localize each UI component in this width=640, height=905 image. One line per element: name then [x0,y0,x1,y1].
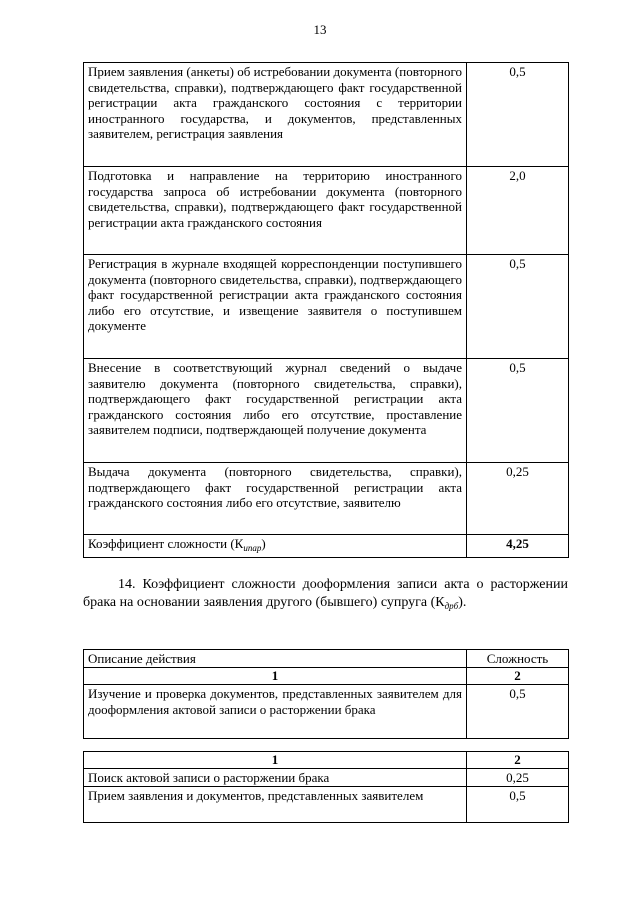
action-description: Выдача документа (повторного свидетельства, справки), подтверждающего факт государственной регистрации акта гражданского состояния либо его отсутствие, заявителю [84,463,467,535]
complexity-value: 0,5 [467,63,569,167]
complexity-table-14-continued [83,751,569,823]
number-row [84,668,569,685]
total-row [84,535,569,558]
table-row [84,63,569,167]
table-row [84,787,569,823]
column-number: 1 [84,752,467,769]
action-description: Подготовка и направление на территорию иностранного государства запроса об истребовании документа (повторного свидетельства, справки), подтверждающего факт государственной регистрации акта гражданского состояния [84,167,467,255]
header-row [84,650,569,668]
complexity-value: 0,5 [467,685,569,739]
complexity-value: 2,0 [467,167,569,255]
action-description: Поиск актовой записи о расторжении брака [84,769,467,787]
action-description: Прием заявления и документов, представленных заявителем [84,787,467,823]
column-header: Описание действия [84,650,467,668]
number-row [84,752,569,769]
column-number: 2 [467,752,569,769]
action-description: Прием заявления (анкеты) об истребовании документа (повторного свидетельства, справки), подтверждающего факт государственной регистрации акта гражданского состояния с территории иностранного государства, и документов, представленных заявителем, регистрация заявления [84,63,467,167]
table-row [84,167,569,255]
page-number: 13 [313,22,327,37]
action-description: Регистрация в журнале входящей корреспонденции поступившего документа (повторного свидетельства, справки), подтверждающего факт государственной регистрации акта гражданского состояния либо его отсутствие, и извещение заявителя о поступившем документе [84,255,467,359]
table-row [84,359,569,463]
complexity-value: 0,25 [467,769,569,787]
total-label: Коэффициент сложности $(К_{ипар})$ [84,535,467,558]
action-description: Изучение и проверка документов, представленных заявителем для дооформления актовой записи о расторжении брака [84,685,467,739]
complexity-value: 0,25 [467,463,569,535]
complexity-value: 0,5 [467,359,569,463]
column-number: 2 [467,668,569,685]
column-number: 1 [84,668,467,685]
table-row [84,769,569,787]
table-row [84,255,569,359]
total-value: 4,25 [467,535,569,558]
column-header: Сложность [467,650,569,668]
complexity-table-13 [83,62,569,558]
action-description: Внесение в соответствующий журнал сведений о выдаче заявителю документа (повторного свидетельства, справки), подтверждающего факт государственной регистрации акта гражданского состояния либо его отсутствие, проставление заявителем подписи, подтверждающей получение документа [84,359,467,463]
table-row [84,463,569,535]
table-row [84,685,569,739]
complexity-value: 0,5 [467,255,569,359]
complexity-table-14 [83,649,569,739]
section-14-paragraph: 14. Коэффициент сложности дооформления записи акта о расторжении брака на основании заявления другого (бывшего) супруга $(К_{дрб})$. [83,577,568,611]
complexity-value: 0,5 [467,787,569,823]
